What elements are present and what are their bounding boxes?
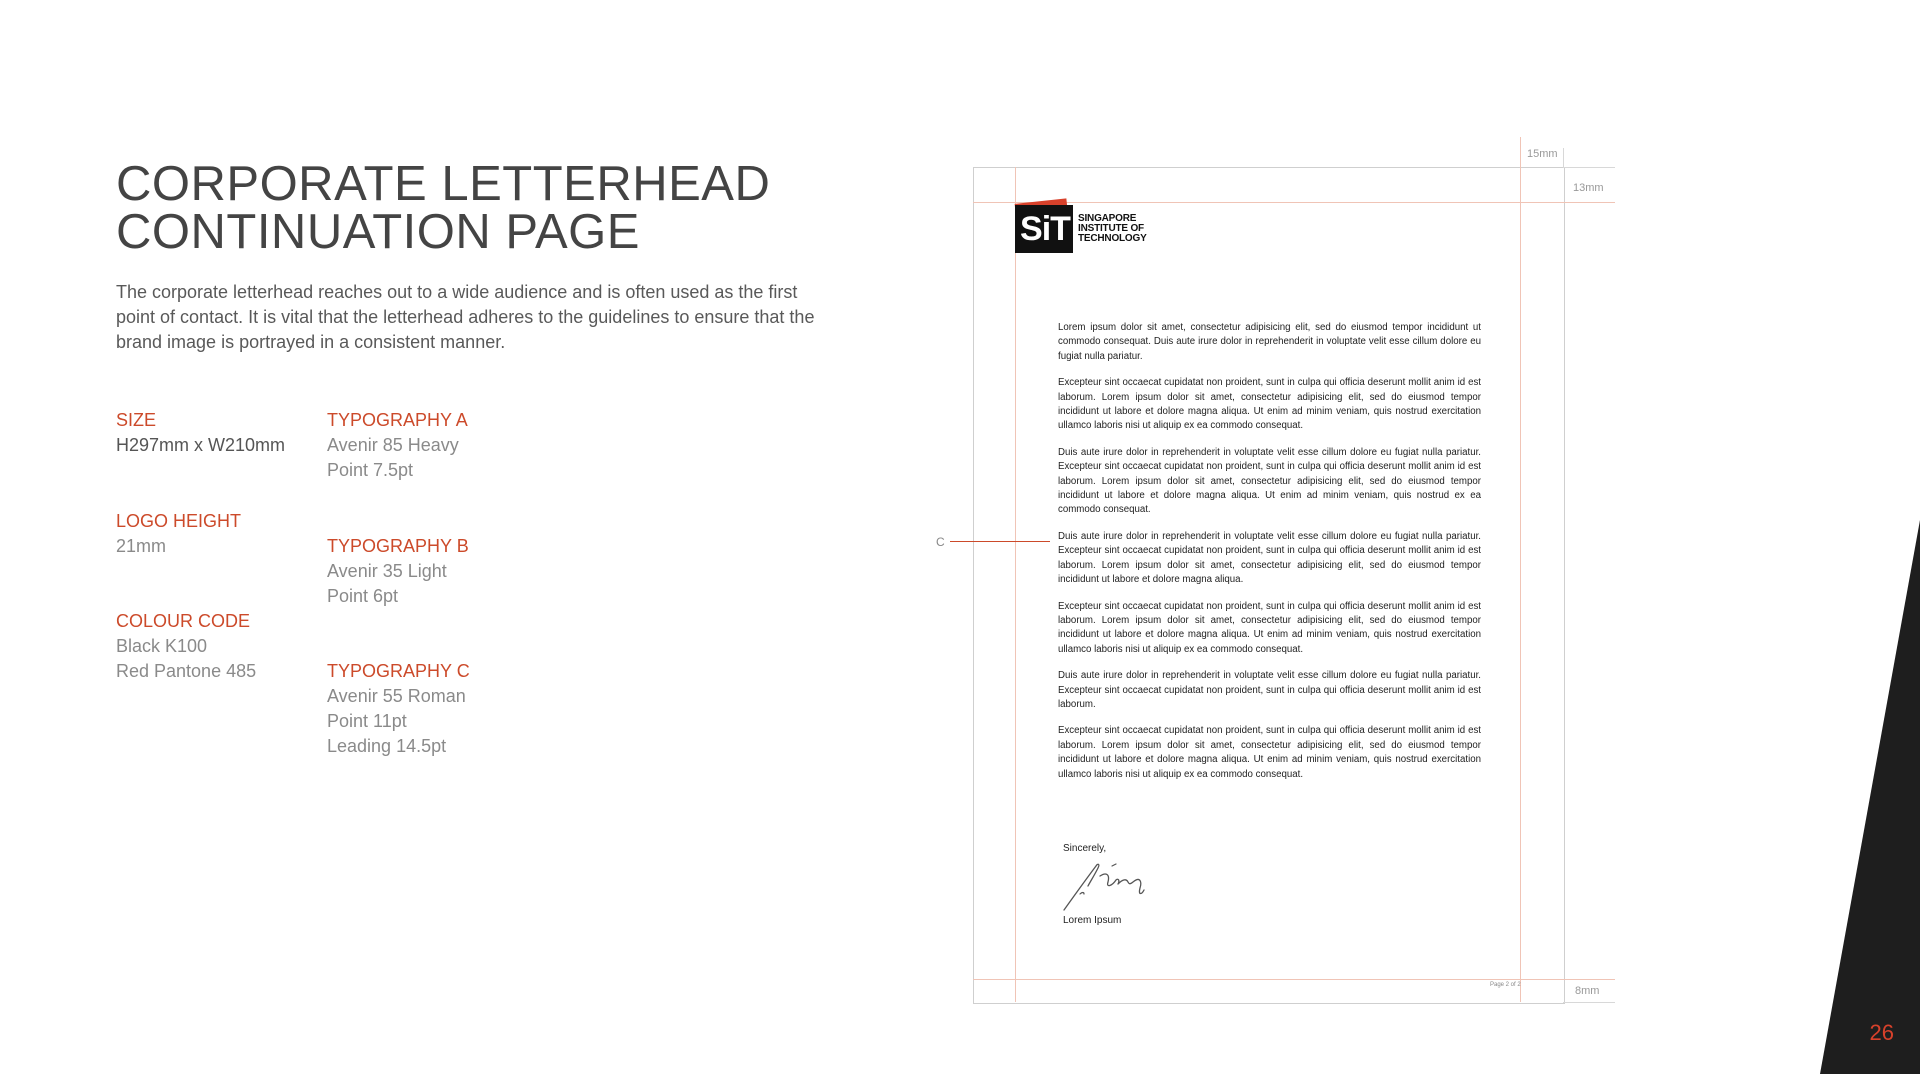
sit-logo-mark: [1013, 201, 1075, 255]
title-line-2: CONTINUATION PAGE: [116, 205, 640, 259]
spec-logo-height-label: LOGO HEIGHT: [116, 511, 242, 531]
spec-size: [116, 408, 285, 458]
spec-typography-b-line: Point 6pt: [327, 586, 399, 606]
letter-paragraph: Excepteur sint occaecat cupidatat non proident, sunt in culpa qui officia deserunt mollit anim id est laborum. Lorem ipsum dolor sit amet, consectetur adipisicing elit, sed do eiusmod tempor incididunt ut labore et dolore magna aliqua. Ut enim ad minim veniam, quis nostrud exercitation ullamco laboris nisi ut aliquip ex ea commodo consequat.: [1058, 377, 1481, 432]
letter-signatory: Lorem Ipsum: [1063, 915, 1122, 926]
spec-typography-c-line: Leading 14.5pt: [327, 736, 447, 756]
sit-logo: [1013, 201, 1147, 256]
guide-line-bottom-edge: [1563, 1002, 1615, 1003]
letter-paragraph: Duis aute irure dolor in reprehenderit in voluptate velit esse cillum dolore eu fugiat nulla pariatur. Excepteur sint occaecat cupidatat non proident, sunt in culpa qui officia deserunt mollit anim id est laborum. Lorem ipsum dolor sit amet, consectetur adipisicing elit, sed do eiusmod tempor incididunt ut labore et dolore magna aliqua. Ut enim ad minim veniam, quis nostrud ex ea commodo consequat.: [1058, 446, 1481, 516]
spec-colour-code: [116, 609, 256, 684]
logo-mark-text: SiT: [1020, 210, 1070, 248]
spec-typography-b: [327, 534, 469, 609]
letter-page-note: Page 2 of 2: [1490, 982, 1521, 988]
spec-colour-code-line: Red Pantone 485: [116, 661, 257, 681]
guide-line-right: [1520, 137, 1521, 1002]
intro-paragraph: The corporate letterhead reaches out to a wide audience and is often used as the first point of contact. It is vital that the letterhead adheres to the guidelines to ensure that the brand image is portrayed in a consistent manner.: [116, 282, 815, 352]
spec-typography-b-line: Avenir 35 Light: [327, 561, 447, 581]
letter-body: [1058, 321, 1481, 794]
decorative-stripe: [1820, 520, 1920, 1074]
guide-line-bottom: [973, 979, 1615, 980]
spec-typography-c-line: Point 11pt: [327, 711, 407, 731]
dimension-top: 15mm: [1527, 148, 1558, 160]
logo-wordmark-line: INSTITUTE OF: [1078, 223, 1144, 234]
guide-line-right-edge: [1563, 148, 1564, 167]
spec-logo-height: [116, 509, 241, 559]
logo-wordmark-line: SINGAPORE: [1078, 213, 1137, 224]
guide-line-left: [1015, 167, 1016, 1002]
letter-paragraph: Duis aute irure dolor in reprehenderit in voluptate velit esse cillum dolore eu fugiat nulla pariatur. Excepteur sint occaecat cupidatat non proident, sunt in culpa qui officia deserunt mollit anim id est laborum.: [1058, 670, 1481, 710]
guide-line-top-edge: [1563, 167, 1615, 168]
dimension-bottom: 8mm: [1575, 985, 1600, 997]
margin-marker-line: [950, 541, 1050, 542]
title-line-1: CORPORATE LETTERHEAD: [116, 157, 771, 211]
spec-typography-a: [327, 408, 468, 483]
spec-typography-a-line: Avenir 85 Heavy: [327, 435, 459, 455]
spec-typography-c-line: Avenir 55 Roman: [327, 686, 466, 706]
margin-marker-c: C: [936, 535, 945, 549]
letter-closing: Sincerely,: [1063, 843, 1107, 854]
letter-paragraph: Duis aute irure dolor in reprehenderit in voluptate velit esse cillum dolore eu fugiat nulla pariatur. Excepteur sint occaecat cupidatat non proident, sunt in culpa qui officia deserunt mollit anim id est laborum. Lorem ipsum dolor sit amet, consectetur adipisicing elit, sed do eiusmod tempor incididunt ut labore et dolore magna aliqua.: [1058, 530, 1481, 586]
spec-typography-a-label: TYPOGRAPHY A: [327, 410, 468, 430]
letter-paragraph: Excepteur sint occaecat cupidatat non proident, sunt in culpa qui officia deserunt mollit anim id est laborum. Lorem ipsum dolor sit amet, consectetur adipisicing elit, sed do eiusmod tempor incididunt ut labore et dolore magna aliqua. Ut enim ad minim veniam, quis nostrud exercitation ullamco laboris nisi ut aliquip ex ea commodo consequat.: [1058, 600, 1481, 655]
page-number: 26: [1869, 1020, 1894, 1045]
logo-wordmark: [1078, 214, 1147, 244]
spec-typography-b-label: TYPOGRAPHY B: [327, 536, 469, 556]
spec-size-label: SIZE: [116, 410, 157, 430]
spec-logo-height-value: 21mm: [116, 536, 167, 556]
page-title: [116, 157, 771, 259]
spec-colour-code-label: COLOUR CODE: [116, 611, 251, 631]
signature-image: [1060, 852, 1170, 914]
logo-wordmark-line: TECHNOLOGY: [1078, 233, 1147, 244]
spec-typography-c-label: TYPOGRAPHY C: [327, 661, 470, 681]
spec-typography-a-line: Point 7.5pt: [327, 460, 414, 480]
spec-typography-c: [327, 659, 470, 759]
spec-size-value: H297mm x W210mm: [116, 435, 286, 455]
dimension-right: 13mm: [1573, 182, 1604, 194]
letter-paragraph: Excepteur sint occaecat cupidatat non proident, sunt in culpa qui officia deserunt mollit anim id est laborum. Lorem ipsum dolor sit amet, consectetur adipisicing elit, sed do eiusmod tempor incididunt ut labore et dolore magna aliqua. Ut enim ad minim veniam, quis nostrud exercitation ullamco laboris nisi ut aliquip ex ea commodo consequat.: [1058, 725, 1481, 780]
letter-paragraph: Lorem ipsum dolor sit amet, consectetur adipisicing elit, sed do eiusmod tempor incididunt ut commodo consequat. Duis aute irure dolor in reprehenderit in voluptate velit esse cillum dolore eu fugiat nulla pariatur.: [1058, 322, 1481, 362]
spec-colour-code-line: Black K100: [116, 636, 208, 656]
